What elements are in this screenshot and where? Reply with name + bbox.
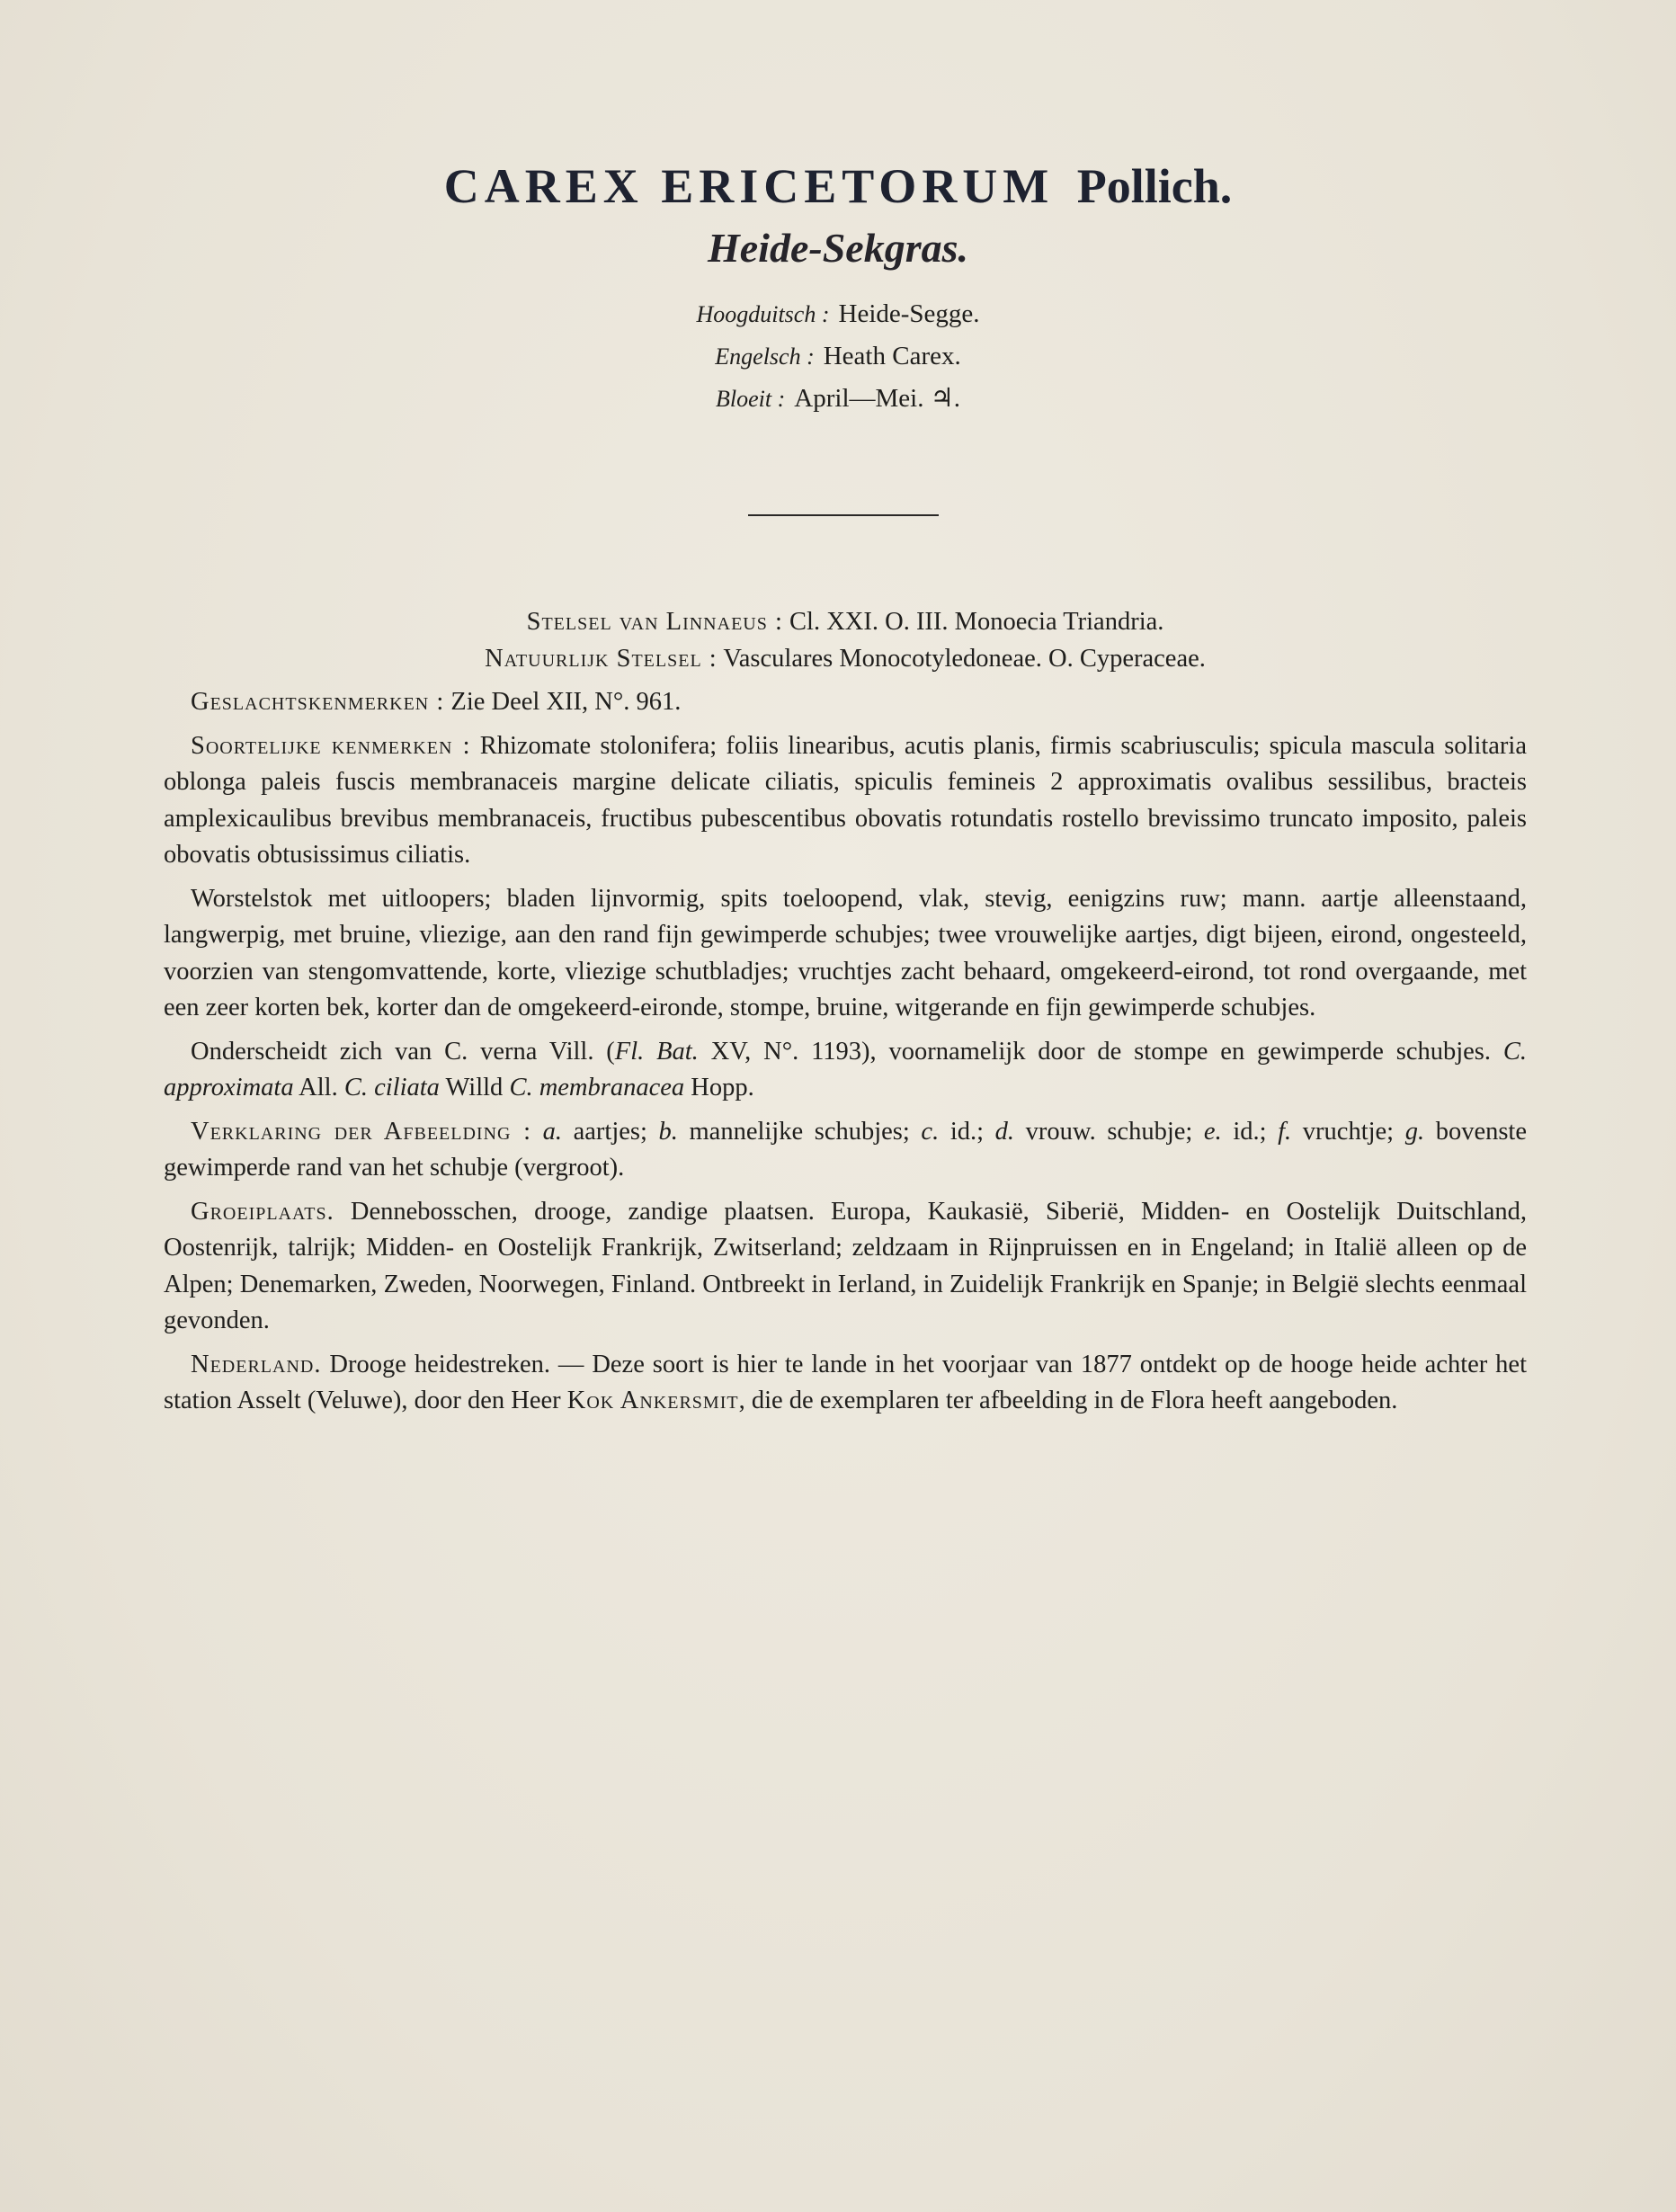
name-key: Engelsch : (715, 343, 815, 370)
section-text: Zie Deel XII, N°. 961. (450, 688, 682, 716)
vernacular-names (0, 293, 1676, 420)
species-characters (164, 728, 1527, 874)
netherlands-occurrence (164, 1347, 1527, 1420)
name-line-bloom (0, 378, 1676, 420)
header (0, 153, 1676, 420)
text-run: Onderscheidt zich van C. verna Vill. ( (191, 1037, 615, 1066)
figure-value: id.; (1221, 1117, 1279, 1146)
section-label: Groeiplaats. (191, 1197, 334, 1226)
figure-value: bovenste gewimperde rand van het schubje (vergroot). (164, 1117, 1527, 1182)
divider (748, 514, 939, 516)
synonym: C. ciliata (343, 1074, 440, 1102)
name-key: Bloeit : (716, 386, 786, 412)
title-author: Pollich. (1076, 159, 1233, 213)
section-text: Dennebosschen, drooge, zandige plaatsen. Europa, Kaukasië, Siberië, Midden- en Oostelijk Duitschland, Oostenrijk, talrijk; Midden- en Oostelijk Frankrijk, Zwitserland; zeldzaam in Rijnpruissen en in Engeland; in Italië alleen op de Alpen; Denemarken, Zweden, Noorwegen, Finland. Ontbreekt in Ierland, in Zuidelijk Frankrijk en Spanje; in België slechts eenmaal gevonden. (164, 1197, 1527, 1334)
text-run: XV, N°. 1193), voornamelijk door de stompe en gewimperde schubjes. (698, 1037, 1503, 1066)
section-label: Nederland. (191, 1350, 322, 1378)
figure-key: g. (1404, 1117, 1425, 1146)
figure-value: aartjes; (562, 1117, 659, 1146)
text-run: Willd (439, 1074, 510, 1102)
figure-key: d. (994, 1117, 1015, 1146)
title-species: CAREX ERICETORUM (443, 159, 1055, 213)
synonym: C. membranacea (509, 1074, 685, 1102)
name-key: Hoogduitsch : (696, 301, 830, 327)
genus-characters (164, 684, 1527, 721)
habitat (164, 1194, 1527, 1340)
figure-key: c. (921, 1117, 940, 1146)
text-run: All. (293, 1074, 344, 1102)
natural-system (164, 641, 1527, 678)
page-title (0, 153, 1676, 219)
linnaeus-system (164, 604, 1527, 641)
figure-value: mannelijke schubjes; (677, 1117, 922, 1146)
section-label: Stelsel van Linnaeus : (526, 608, 783, 636)
name-line-english (0, 335, 1676, 378)
figure-explanation (164, 1114, 1527, 1187)
synonym: C. approximata (164, 1037, 1528, 1102)
common-name: Heide-Sekgras. (707, 225, 968, 271)
figure-key: e. (1203, 1117, 1222, 1146)
text-run: Hopp. (684, 1074, 754, 1102)
name-value: Heide-Segge. (838, 299, 980, 328)
person-name: Kok Ankersmit (566, 1387, 739, 1414)
figure-value: vrouw. schubje; (1014, 1117, 1204, 1146)
dutch-description: Worstelstok met uitloopers; bladen lijnvormig, spits toeloopend, vlak, stevig, eenigzins ruw; mann. aartje alleenstaand, langwerpig, met bruine, vliezige, aan den rand fijn gewimperde schubjes; twee vrouwelijke aartjes, digt bijeen, eirond, ongesteeld, voorzien van stengomvattende, korte, vliezige schutbladjes; vruchtjes zacht behaard, omgekeerd-eirond, tot rond overgaande, met een zeer korten bek, korter dan de omgekeerd-eironde, stompe, bruine, witgerande en fijn gewimperde schubjes. (164, 884, 1527, 1021)
section-text: Vasculares Monocotyledoneae. O. Cyperaceae. (723, 644, 1206, 673)
figure-value: vruchtje; (1291, 1117, 1405, 1146)
section-text: Rhizomate stolonifera; foliis linearibus, acutis planis, firmis scabriusculis; spicula mascula solitaria oblonga paleis fuscis membranaceis margine delicate ciliatis, spiculis femineis 2 approximatis ovalibus sessilibus, bracteis amplexicaulibus brevibus membranaceis, fructibus pubescentibus obovatis rotundatis rostello brevissimo truncato imposito, paleis obovatis obtusissimus ciliatis. (164, 731, 1527, 869)
section-text: Cl. XXI. O. III. Monoecia Triandria. (789, 608, 1164, 636)
figure-value: id.; (939, 1117, 995, 1146)
section-label: Natuurlijk Stelsel : (485, 644, 718, 673)
name-value: April—Mei. ♃. (794, 384, 960, 413)
reference: Fl. Bat. (614, 1037, 699, 1066)
section-label: Geslachtskenmerken : (191, 688, 445, 716)
section-label: Soortelijke kenmerken : (191, 731, 471, 760)
figure-key: f. (1278, 1117, 1292, 1146)
name-value: Heath Carex. (823, 342, 961, 370)
figure-key: b. (658, 1117, 678, 1146)
distinction-note (164, 1034, 1527, 1107)
description-body (164, 604, 1527, 1420)
name-line-german (0, 293, 1676, 335)
figure-key: a. (542, 1117, 562, 1146)
text-run: , die de exemplaren ter afbeelding in de Flora heeft aangeboden. (738, 1387, 1398, 1414)
section-label: Verklaring der Afbeelding : (191, 1117, 531, 1146)
text-run: Drooge heidestreken. — Deze soort is hier te lande in het voorjaar van 1877 ontdekt op de hooge heide achter het station Asselt (Veluwe), door den Heer (164, 1350, 1528, 1414)
